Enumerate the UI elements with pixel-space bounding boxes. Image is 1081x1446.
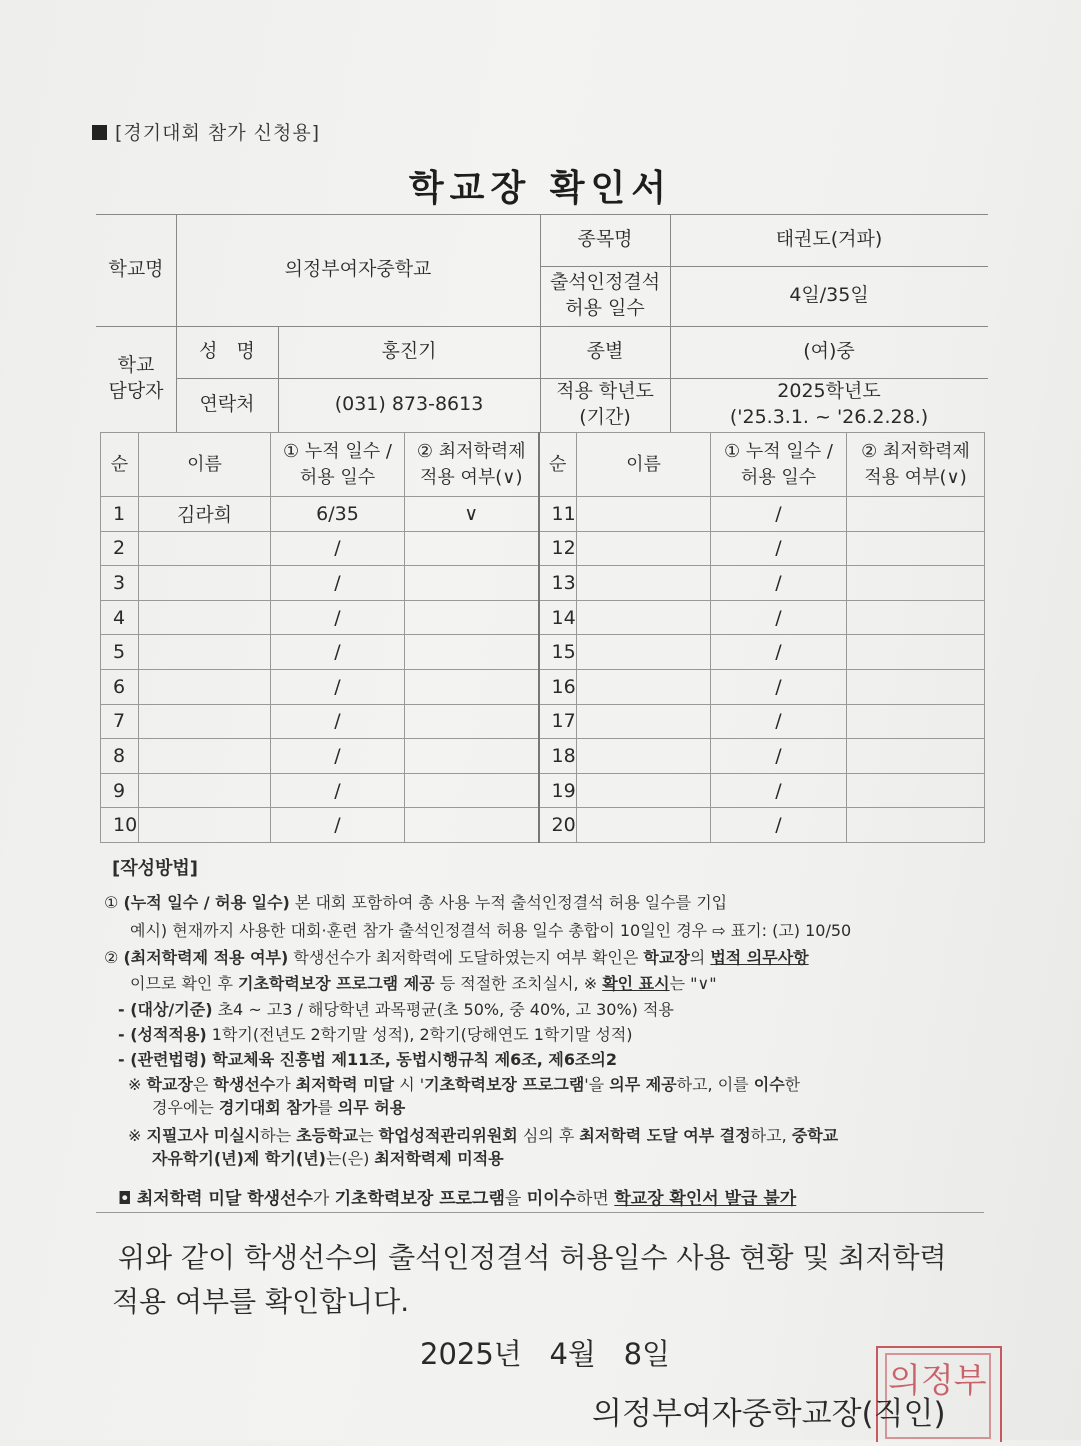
reference-mark: ※ — [128, 1075, 142, 1094]
row-name — [577, 669, 711, 704]
row-check — [847, 773, 985, 808]
col-header-no: 순 — [539, 433, 577, 497]
principal-signature — [592, 1388, 946, 1433]
bold-run: 이수 — [753, 1075, 785, 1094]
row-name — [139, 739, 271, 774]
row-check — [405, 531, 539, 566]
col-header-name: 이름 — [139, 433, 271, 497]
table-row — [101, 773, 985, 808]
row-no: 17 — [539, 704, 577, 739]
row-check — [847, 635, 985, 670]
row-no: 20 — [539, 808, 577, 843]
note-2 — [128, 1123, 838, 1146]
reference-mark: ※ — [128, 1126, 142, 1145]
col-header-days-line1: ① 누적 일수 / — [283, 441, 392, 463]
col-header-min-line2: 적용 여부(∨) — [420, 466, 523, 488]
row-no: 14 — [539, 600, 577, 635]
table-row — [101, 600, 985, 635]
text-run: 하고, — [750, 1126, 792, 1145]
col-header-min — [405, 433, 539, 497]
row-name — [139, 566, 271, 601]
row-check — [405, 773, 539, 808]
row-no: 7 — [101, 704, 139, 739]
row-check — [405, 739, 539, 774]
table-header-row — [101, 433, 985, 497]
text-run: 경우에는 — [152, 1098, 219, 1117]
col-header-min-line2: 적용 여부(∨) — [864, 466, 967, 488]
row-days: / — [271, 704, 405, 739]
bold-run: - (관련법령) 학교체육 진흥법 제11조, 동법시행규칙 제6조, 제6조의2 — [118, 1050, 618, 1069]
manager-label-line1: 학교 — [117, 354, 155, 377]
bold-run: 확인 표시 — [602, 974, 670, 993]
row-days: / — [711, 739, 847, 774]
row-days: / — [711, 566, 847, 601]
row-days: / — [711, 635, 847, 670]
absence-label-line1: 출석인정결석 — [549, 271, 661, 294]
table-row — [101, 704, 985, 739]
event-label: 종목명 — [577, 228, 633, 251]
row-name — [577, 531, 711, 566]
row-days: / — [711, 773, 847, 808]
name-label: 성 명 — [199, 340, 255, 363]
row-check — [847, 704, 985, 739]
bold-run: 기초학력보장 프로그램 제공 — [238, 974, 435, 993]
row-name — [139, 600, 271, 635]
circled-number: ② — [104, 948, 119, 967]
manager-label — [96, 326, 176, 432]
note-1-line2 — [152, 1095, 405, 1118]
col-header-name: 이름 — [577, 433, 711, 497]
school-value: 의정부여자중학교 — [284, 258, 432, 281]
row-days: / — [711, 531, 847, 566]
year-label-line2: (기간) — [579, 406, 631, 428]
row-check — [405, 600, 539, 635]
row-no: 16 — [539, 669, 577, 704]
row-days: / — [271, 600, 405, 635]
col-header-min-line1: ② 최저학력제 — [416, 441, 526, 463]
text-run: 는 "∨" — [669, 974, 717, 993]
row-name — [139, 704, 271, 739]
row-days: 6/35 — [271, 497, 405, 532]
text-run: 한 — [784, 1075, 801, 1094]
warning-icon: ◘ — [118, 1189, 132, 1209]
table-row — [101, 669, 985, 704]
row-no: 11 — [539, 497, 577, 532]
detail-grades — [118, 1022, 633, 1045]
row-name — [577, 808, 711, 843]
bold-run: 최저학력 미달 학생선수 — [136, 1189, 313, 1209]
bold-run: 최저학력 도달 여부 결정 — [579, 1126, 751, 1145]
square-bullet-icon — [92, 125, 107, 140]
row-check — [405, 704, 539, 739]
instruction-1 — [104, 890, 727, 913]
text-run: 학생선수가 최저학력에 도달하였는지 여부 확인은 — [288, 948, 644, 967]
text-run: 는(은) — [325, 1149, 375, 1168]
col-header-min — [847, 433, 985, 497]
row-days: / — [271, 739, 405, 774]
col-header-days — [711, 433, 847, 497]
note-2-line2 — [152, 1146, 504, 1169]
row-check — [405, 808, 539, 843]
col-header-no: 순 — [101, 433, 139, 497]
row-days: / — [271, 808, 405, 843]
detail-laws — [118, 1047, 617, 1070]
text-run: 초4 ~ 고3 / 해당학년 과목평균(초 50%, 중 40%, 고 30%) 적용 — [212, 1000, 674, 1019]
text-run: 이므로 확인 후 — [130, 974, 238, 993]
row-check — [847, 600, 985, 635]
bold-run: 학교장 확인서 발급 불가 — [614, 1189, 797, 1209]
statement-line1: 위와 같이 학생선수의 출석인정결석 허용일수 사용 현황 및 최저학력 — [118, 1241, 947, 1274]
bold-run: 학생선수 — [213, 1075, 276, 1094]
official-seal-label: (직인) — [861, 1396, 946, 1432]
bold-run: 자유학기(년)제 학기(년) — [152, 1149, 326, 1168]
bold-run: 의무 허용 — [337, 1098, 406, 1117]
table-row — [101, 531, 985, 566]
col-header-days-line2: 허용 일수 — [299, 466, 376, 488]
text-run: 하는 — [260, 1126, 297, 1145]
row-no: 1 — [101, 497, 139, 532]
row-check: ∨ — [405, 497, 539, 532]
year-label — [540, 378, 670, 432]
bold-run: 최저학력제 미적용 — [374, 1149, 504, 1168]
row-days: / — [271, 669, 405, 704]
row-no: 5 — [101, 635, 139, 670]
row-name — [139, 635, 271, 670]
instruction-2-line2 — [130, 971, 717, 994]
confirmation-statement — [112, 1236, 947, 1324]
row-name — [139, 808, 271, 843]
gender-label: 종별 — [586, 340, 624, 363]
row-no: 13 — [539, 566, 577, 601]
gender-value: (여)중 — [803, 340, 855, 363]
row-days: / — [271, 566, 405, 601]
text-run: '을 — [584, 1075, 610, 1094]
bold-run: 초등학교 — [296, 1126, 359, 1145]
table-row — [101, 635, 985, 670]
signature-text: 의정부여자중학교장 — [592, 1396, 862, 1432]
absence-label — [540, 266, 670, 326]
form-type-text: [경기대회 참가 신청용] — [115, 122, 321, 144]
row-check — [405, 635, 539, 670]
instruction-2 — [104, 945, 809, 968]
row-name — [577, 773, 711, 808]
row-no: 19 — [539, 773, 577, 808]
row-days: / — [711, 600, 847, 635]
instructions-heading: [작성방법] — [112, 858, 199, 879]
bold-run: 지필고사 미실시 — [146, 1126, 261, 1145]
col-header-days — [271, 433, 405, 497]
contact-label: 연락처 — [199, 393, 255, 416]
row-days: / — [271, 773, 405, 808]
note-1 — [128, 1072, 800, 1095]
absence-value: 4일/35일 — [789, 284, 869, 307]
row-check — [847, 566, 985, 601]
row-no: 15 — [539, 635, 577, 670]
text-run: 심의 후 — [517, 1126, 580, 1145]
header-info-table — [96, 214, 988, 432]
text-run: 1학기(전년도 2학기말 성적), 2학기(당해연도 1학기말 성적) — [206, 1025, 633, 1044]
bold-run: 경기대회 참가 — [218, 1098, 318, 1117]
document-title: 학교장 확인서 — [408, 168, 673, 209]
row-check — [847, 808, 985, 843]
text-run: 의 — [689, 948, 711, 967]
text-run: 등 적절한 조치실시, ※ — [434, 974, 603, 993]
text-run: 를 — [317, 1098, 338, 1117]
row-name: 김라희 — [139, 497, 271, 532]
name-value: 홍진기 — [381, 340, 437, 363]
row-no: 10 — [101, 808, 139, 843]
absence-label-line2: 허용 일수 — [565, 297, 645, 319]
bold-run: 법적 의무사항 — [710, 948, 809, 967]
year-value-line1: 2025학년도 — [777, 380, 881, 403]
row-no: 12 — [539, 531, 577, 566]
row-check — [405, 669, 539, 704]
text-run: 는 — [358, 1126, 379, 1145]
text-run: 하고, 이를 — [676, 1075, 754, 1094]
text-run: 시 ' — [394, 1075, 425, 1094]
bold-run: 미이수 — [526, 1189, 576, 1209]
row-no: 4 — [101, 600, 139, 635]
row-no: 8 — [101, 739, 139, 774]
table-row — [101, 566, 985, 601]
divider — [96, 1212, 984, 1213]
row-no: 6 — [101, 669, 139, 704]
row-name — [577, 704, 711, 739]
warning-line — [118, 1184, 796, 1209]
table-row — [101, 739, 985, 774]
circled-number: ① — [104, 893, 119, 912]
row-no: 2 — [101, 531, 139, 566]
bold-run: 최저학력 미달 — [295, 1075, 395, 1094]
text-run: 가 — [312, 1189, 335, 1209]
seal-text: 의정부 — [888, 1361, 987, 1401]
text-run: 가 — [275, 1075, 296, 1094]
table-row — [101, 497, 985, 532]
row-no: 3 — [101, 566, 139, 601]
statement-line2: 적용 여부를 확인합니다. — [112, 1285, 410, 1318]
row-check — [847, 531, 985, 566]
bold-run: 중학교 — [791, 1126, 839, 1145]
row-check — [847, 669, 985, 704]
table-row — [101, 808, 985, 843]
row-no: 18 — [539, 739, 577, 774]
instruction-1-text: 본 대회 포함하여 총 사용 누적 출석인정결석 허용 일수를 기입 — [289, 893, 728, 912]
bold-run: 학교장 — [643, 948, 690, 967]
instruction-1-title: (누적 일수 / 허용 일수) — [123, 893, 290, 912]
row-check — [405, 566, 539, 601]
text-run: 을 — [504, 1189, 527, 1209]
form-type-label — [92, 118, 320, 145]
bold-run: 학업성적관리위원회 — [378, 1126, 518, 1145]
row-name — [139, 773, 271, 808]
row-check — [847, 739, 985, 774]
instruction-2-title: (최저학력제 적용 여부) — [123, 948, 289, 967]
year-label-line1: 적용 학년도 — [556, 380, 654, 403]
row-days: / — [711, 669, 847, 704]
row-name — [577, 497, 711, 532]
year-value — [670, 378, 988, 432]
athlete-table — [100, 432, 985, 843]
bold-run: 학교장 — [146, 1075, 193, 1094]
row-name — [577, 739, 711, 774]
bold-run: - (성적적용) — [118, 1025, 207, 1044]
row-no: 9 — [101, 773, 139, 808]
row-days: / — [271, 531, 405, 566]
col-header-days-line2: 허용 일수 — [740, 466, 817, 488]
contact-value: (031) 873-8613 — [334, 393, 484, 416]
school-label: 학교명 — [108, 258, 164, 281]
instruction-1-example: 예시) 현재까지 사용한 대회·훈련 참가 출석인정결석 허용 일수 총합이 10일인 경우 ⇨ 표기: (고) 10/50 — [130, 921, 852, 940]
col-header-min-line1: ② 최저학력제 — [861, 441, 970, 463]
row-days: / — [711, 704, 847, 739]
row-name — [139, 531, 271, 566]
row-name — [577, 566, 711, 601]
row-check — [847, 497, 985, 532]
manager-label-line2: 담당자 — [108, 380, 164, 402]
row-name — [577, 600, 711, 635]
detail-target — [118, 997, 674, 1020]
bold-run: - (대상/기준) — [118, 1000, 213, 1019]
row-days: / — [711, 497, 847, 532]
bold-run: 기초학력보장 프로그램 — [334, 1189, 505, 1209]
event-value: 태권도(겨파) — [775, 228, 883, 251]
bold-run: 기초학력보장 프로그램 — [424, 1075, 585, 1094]
row-name — [577, 635, 711, 670]
row-name — [139, 669, 271, 704]
col-header-days-line1: ① 누적 일수 / — [724, 441, 833, 463]
year-value-line2: ('25.3.1. ~ '26.2.28.) — [729, 406, 929, 428]
issue-date: 2025년 4월 8일 — [420, 1337, 671, 1371]
text-run: 하면 — [576, 1189, 615, 1209]
bold-run: 의무 제공 — [609, 1075, 677, 1094]
row-days: / — [271, 635, 405, 670]
row-days: / — [711, 808, 847, 843]
text-run: 은 — [192, 1075, 214, 1094]
